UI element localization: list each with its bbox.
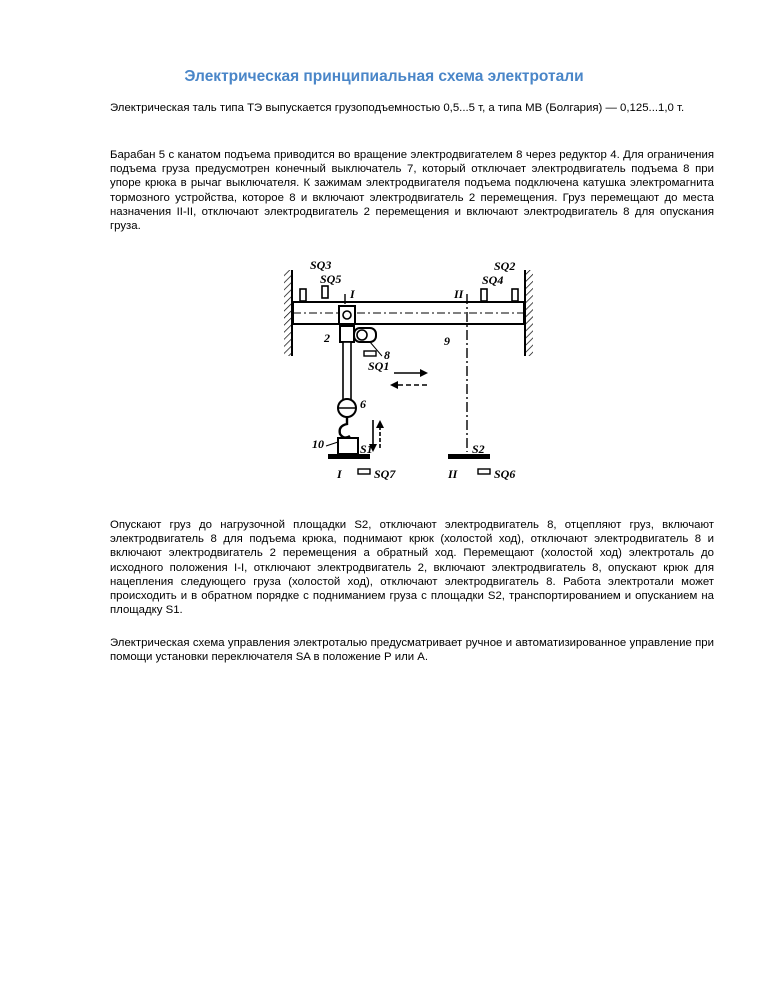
label-sq7: SQ7: [374, 467, 396, 481]
label-section-2-bottom: II: [448, 467, 458, 481]
rope: [343, 342, 351, 400]
label-6: 6: [360, 397, 366, 411]
hook: [340, 417, 350, 438]
label-section-1-bottom: I: [337, 467, 342, 481]
label-sq1: SQ1: [368, 359, 390, 373]
paragraph-operation-cycle: Опускают груз до нагрузочной площадки S2, отключают электродвигатель 8, отцепляют груз, включают электродвигатель 8 для подъема крюка, поднимают крюк (холостой ход), отключают электродвигатель 8 и включают электродвигатель 2 перемещения а обратный ход. Перемещают (холостой ход) электроталь до исходного положения I-I, отключают электродвигатель 2, включают электродвигатель 8, опускают крюк для нацепления следующего груза (холостой ход), отключают электродвигатель 8. Работа электротали может происходить и в обратном порядке с подниманием груза с площадки S2, транспортированием и опусканием на площадку S1.: [110, 519, 714, 617]
paragraph-intro: Электрическая таль типа ТЭ выпускается грузоподъемностью 0,5...5 т, а типа МВ (Болгария) — 0,125...1,0 т.: [110, 102, 685, 114]
label-10: 10: [312, 437, 324, 451]
label-9: 9: [444, 334, 450, 348]
label-sq2: SQ2: [494, 259, 516, 273]
label-8: 8: [384, 348, 390, 362]
sq6-switch: [478, 469, 490, 474]
motor-2: [340, 326, 354, 342]
sq4-switch: [481, 289, 487, 301]
right-wall: [526, 270, 533, 356]
page-title: Электрическая принципиальная схема электротали: [184, 68, 584, 85]
left-wall: [284, 270, 291, 356]
label-sq5: SQ5: [320, 272, 342, 286]
hoist-diagram: [282, 256, 548, 488]
label-s1: S1: [360, 442, 373, 456]
sq2-switch: [512, 289, 518, 301]
label-section-1-top: I: [350, 287, 355, 301]
sq7-switch: [358, 469, 370, 474]
load-10: [338, 438, 358, 454]
label-sq3: SQ3: [310, 258, 332, 272]
label-sq4: SQ4: [482, 273, 504, 287]
label-sq6: SQ6: [494, 467, 516, 481]
sq5-switch: [322, 286, 328, 298]
paragraph-drum-description: Барабан 5 с канатом подъема приводится во вращение электродвигателем 8 через редуктор 4. Для ограничения подъема груза предусмотрен конечный выключатель 7, который отключает электродвигатель подъема 8 при упоре крюка в рычаг выключателя. К зажимам электродвигателя подъема подключена катушка электромагнита тормозного устройства, которое 8 и включают электродвигатель 2 перемещения. Груз перемещают до места назначения II-II, отключают электродвигатель 2 перемещения и включают электродвигатель 8 для опускания груза.: [110, 149, 714, 233]
label-s2: S2: [472, 442, 485, 456]
label-2: 2: [324, 331, 330, 345]
paragraph-control-scheme: Электрическая схема управления электроталью предусматривает ручное и автоматизированное управление при помощи установки переключателя SA в положение Р или А.: [110, 637, 714, 664]
sq3-switch: [300, 289, 306, 301]
sq1-switch: [364, 351, 376, 356]
label-section-2-top: II: [454, 287, 464, 301]
